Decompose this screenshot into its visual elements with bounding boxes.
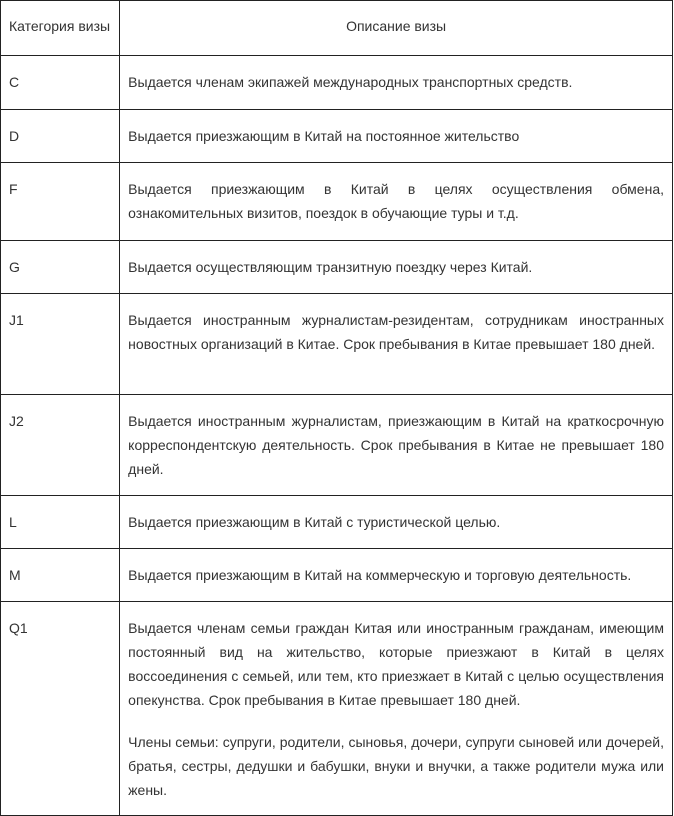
description-paragraph: Выдается приезжающим в Китай на постоянное жительство — [128, 128, 520, 144]
table-row — [1, 163, 673, 241]
description-paragraph: Выдается приезжающим в Китай с туристической целью. — [128, 514, 501, 530]
visa-category: F — [1, 163, 120, 241]
table-row — [1, 56, 673, 110]
description-paragraph: Выдается членам экипажей международных транспортных средств. — [128, 74, 573, 90]
visa-category: M — [1, 549, 120, 602]
description-paragraph: Выдается приезжающим в Китай на коммерческую и торговую деятельность. — [128, 567, 632, 583]
table-header-row — [1, 1, 673, 56]
visa-category: D — [1, 110, 120, 163]
description-paragraph: Выдается иностранным журналистам-резидентам, сотрудникам иностранных новостных организаций в Китае. Срок пребывания в Китае превышает 180 дней. — [128, 312, 664, 352]
description-paragraph: Члены семьи: супруги, родители, сыновья, дочери, супруги сыновей или дочерей, братья, сестры, дедушки и бабушки, внуки и внучки, а также родители мужа или жены. — [128, 734, 664, 798]
visa-description — [120, 602, 673, 816]
visa-description — [120, 395, 673, 496]
description-paragraph: Выдается иностранным журналистам, приезжающим в Китай на краткосрочную корреспондентскую деятельность. Срок пребывания в Китае не превышает 180 дней. — [128, 413, 664, 477]
visa-description — [120, 496, 673, 549]
table-row — [1, 241, 673, 294]
visa-category: C — [1, 56, 120, 110]
table-row — [1, 549, 673, 602]
visa-description — [120, 294, 673, 395]
header-category: Категория визы — [1, 1, 120, 56]
description-paragraph: Выдается осуществляющим транзитную поездку через Китай. — [128, 259, 533, 275]
table-row — [1, 395, 673, 496]
visa-description — [120, 241, 673, 294]
table-row — [1, 294, 673, 395]
description-paragraph: Выдается членам семьи граждан Китая или иностранным гражданам, имеющим постоянный вид на жительство, которые приезжают в Китай в целях воссоединения с семьей, или тем, кто приезжает в Китай с целью осуществления опекунства. Срок пребывания в Китае превышает 180 дней. — [128, 620, 664, 708]
visa-description — [120, 163, 673, 241]
table-row — [1, 110, 673, 163]
visa-category: J2 — [1, 395, 120, 496]
visa-category: Q1 — [1, 602, 120, 816]
description-paragraph: Выдается приезжающим в Китай в целях осуществления обмена, ознакомительных визитов, поездок в обучающие туры и т.д. — [128, 181, 664, 221]
table-row — [1, 496, 673, 549]
visa-description — [120, 549, 673, 602]
visa-description — [120, 110, 673, 163]
header-description: Описание визы — [120, 1, 673, 56]
visa-category: J1 — [1, 294, 120, 395]
visa-description — [120, 56, 673, 110]
table-row — [1, 602, 673, 816]
visa-category: G — [1, 241, 120, 294]
visa-category: L — [1, 496, 120, 549]
